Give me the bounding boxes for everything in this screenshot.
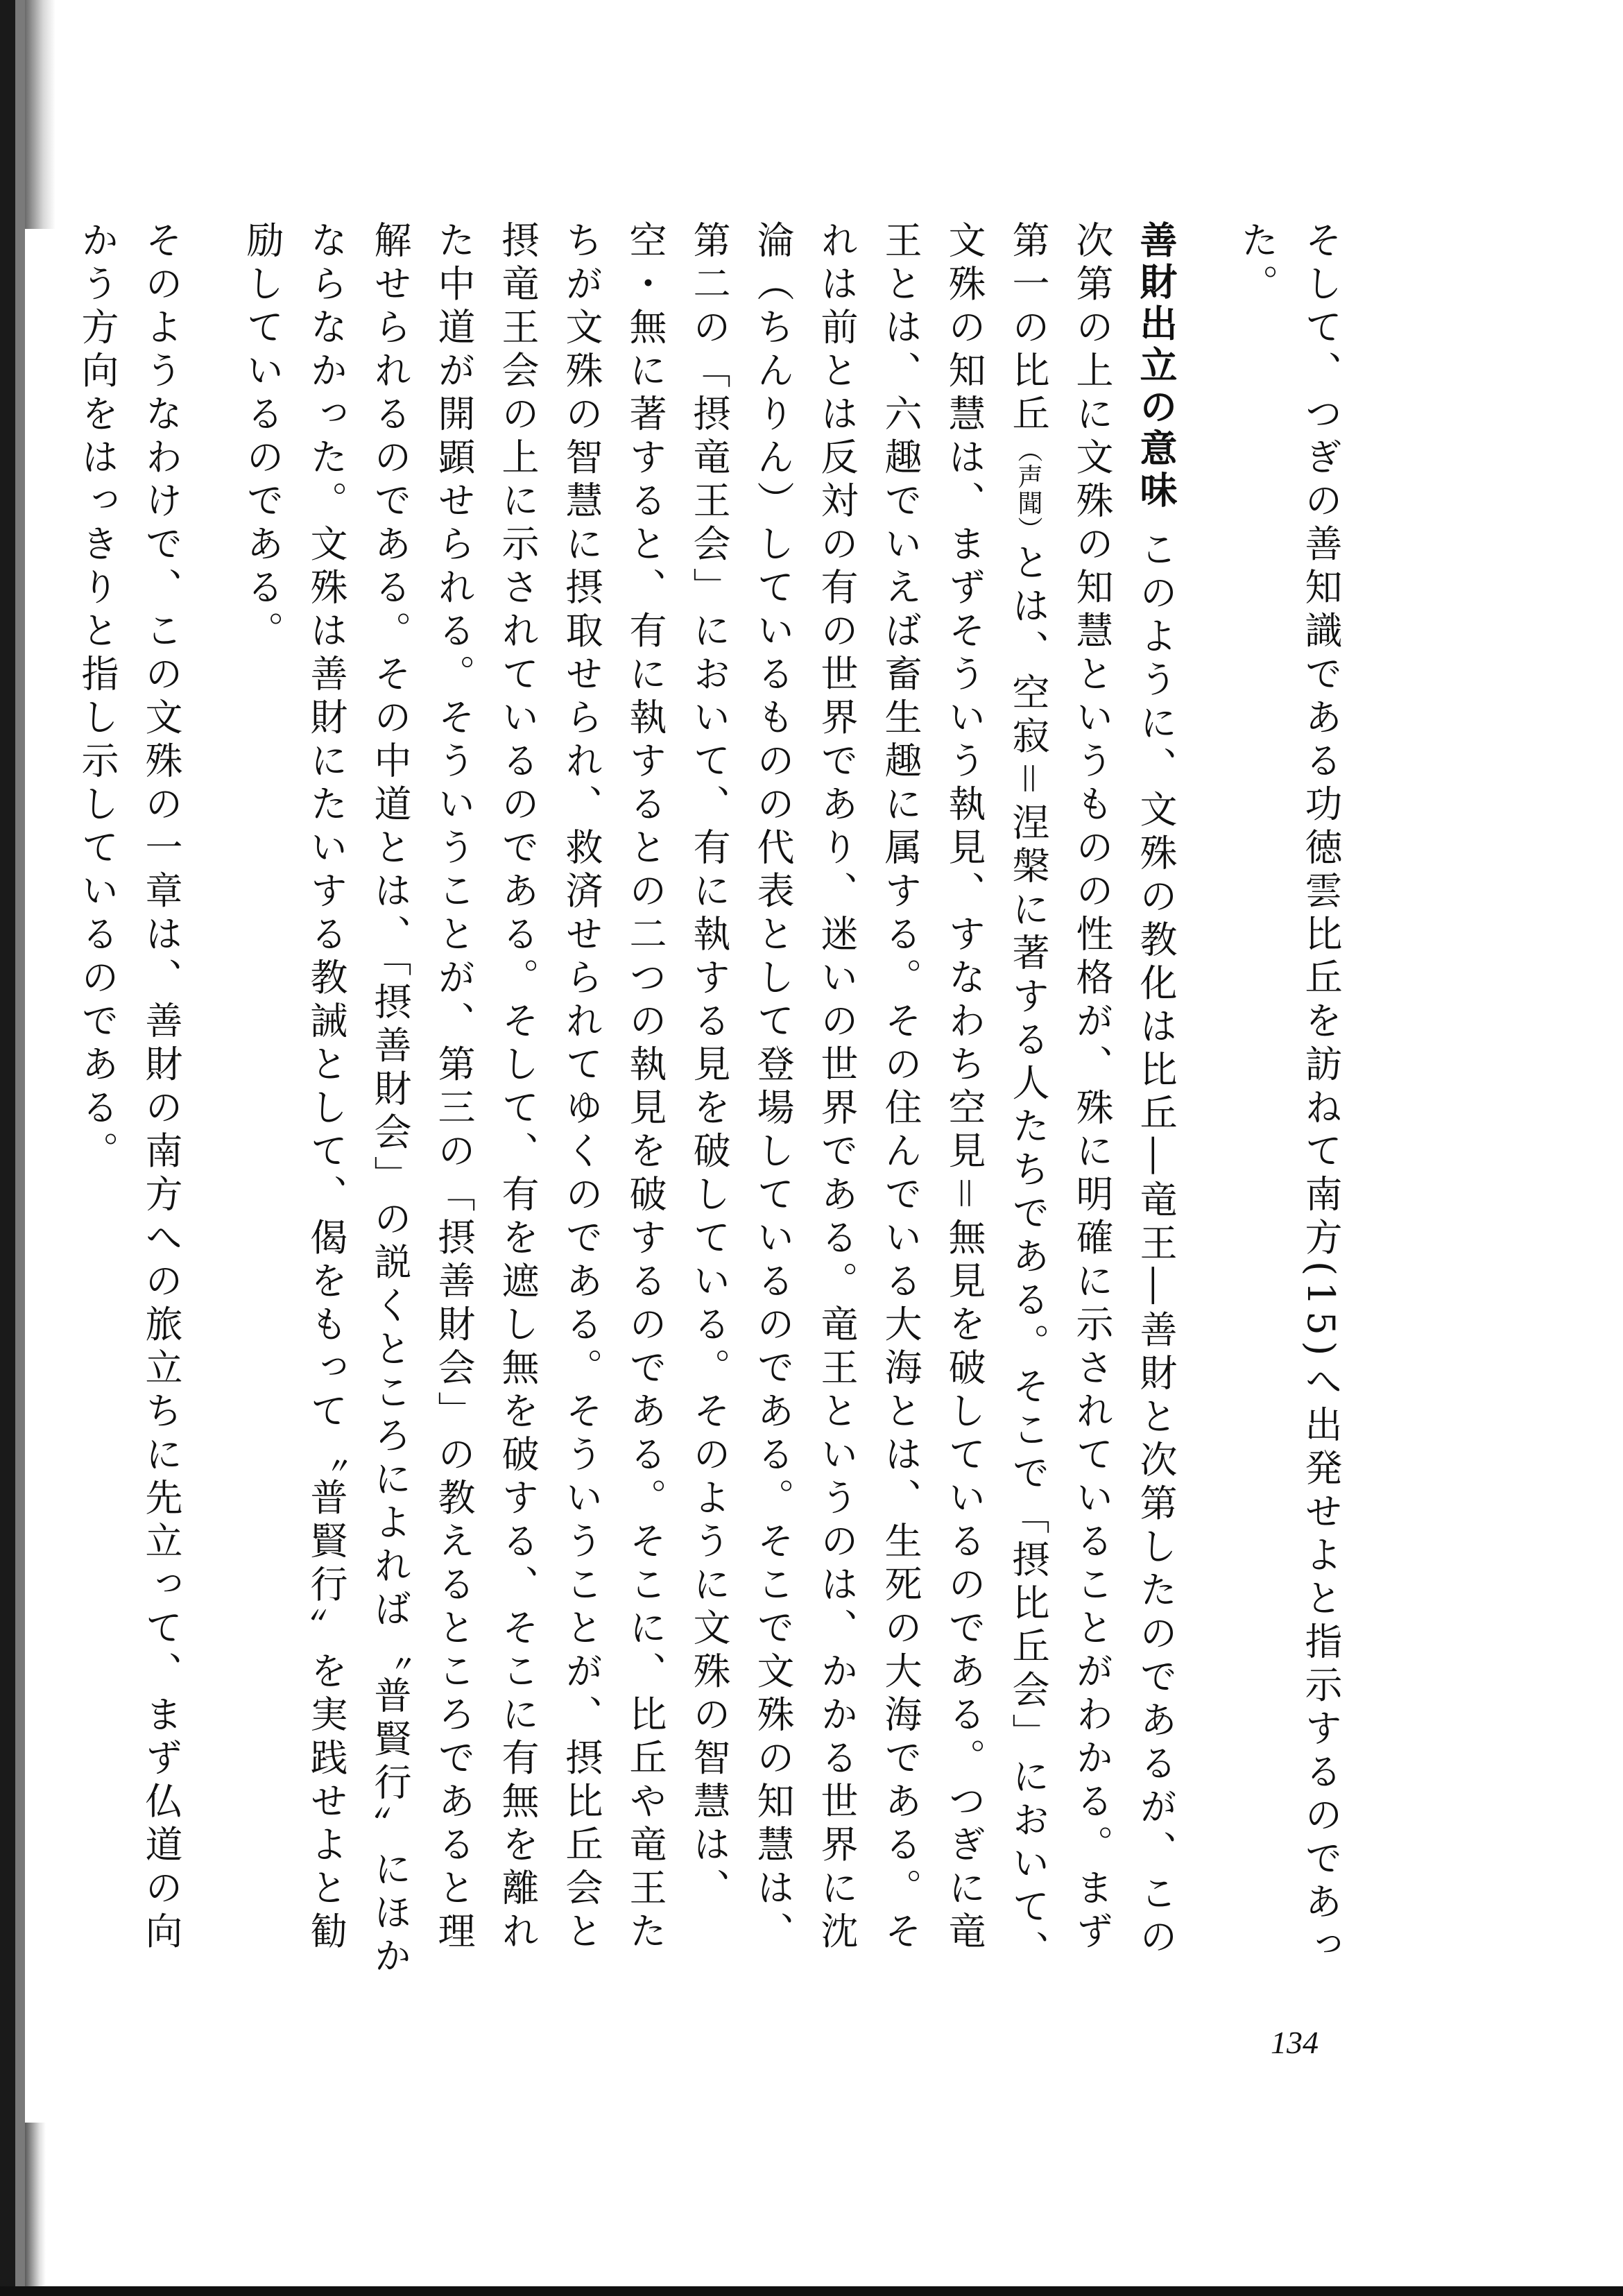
paragraph-1 xyxy=(1225,221,1352,1996)
page-number: 134 xyxy=(1271,2025,1319,2060)
paragraph-2-note: （声聞） xyxy=(1014,437,1042,543)
paragraph-2-text-a: このように、文殊の教化は比丘―竜王―善財と次第したのであるが、この次第の上に文殊の知慧というものの性格が、殊に明確に示されていることがわかる。まず第一の比丘 xyxy=(1006,221,1178,1961)
inline-heading-zenzai-departure: 善財出立の意味 xyxy=(1134,221,1178,512)
paragraph-2-text-b: とは、空寂＝涅槃に著する人たちである。そこで「摂比丘会」において、文殊の知慧は、まずそういう執見、すなわち空見＝無見を破しているのである。つぎに竜王とは、六趣でいえば畜生趣に属する。その住んでいる大海とは、生死の大海である。それは前とは反対の有の世界であり、迷いの世界である。竜王というのは、かかる世界に沈淪（ちんりん）しているものの代表として登場しているのである。そこで文殊の知慧は、第二の「摂竜王会」において、有に執する見を破している。そのように文殊の智慧は、空・無に著すると、有に執するとの二つの執見を破するのである。そこに、比丘や竜王たちが文殊の智慧に摂取せられ、救済せられてゆくのである。そういうことが、摂比丘会と摂竜王会の上に示されているのである。そして、有を遮し無を破する、そこに有無を離れた中道が開顕せられる。そういうことが、第三の「摂善財会」の教えるところであると理解せられるのである。その中道とは、「摂善財会」の説くところによれば〝普賢行〟にほかならなかった。文殊は善財にたいする教誡として、偈をもって〝普賢行〟を実践せよと勧励しているのである。 xyxy=(241,221,1050,1980)
scan-edge-top-smudge xyxy=(25,0,55,229)
paragraph-1-text: そして、つぎの善知識である功徳雲比丘を訪ねて南方(15)へ出発せよと指示するのであった。 xyxy=(1235,221,1343,1969)
paragraph-3 xyxy=(65,221,193,1996)
paragraph-3-text: そのようなわけで、この文殊の一章は、善財の南方への旅立ちに先立って、まず仏道の向かう方向をはっきりと指し示しているのである。 xyxy=(76,221,183,1955)
scan-edge-bottom-smudge xyxy=(25,2123,46,2296)
paragraph-2 xyxy=(230,221,1187,1996)
scan-edge-bottom xyxy=(0,2286,1623,2296)
body-text xyxy=(0,221,1352,1996)
